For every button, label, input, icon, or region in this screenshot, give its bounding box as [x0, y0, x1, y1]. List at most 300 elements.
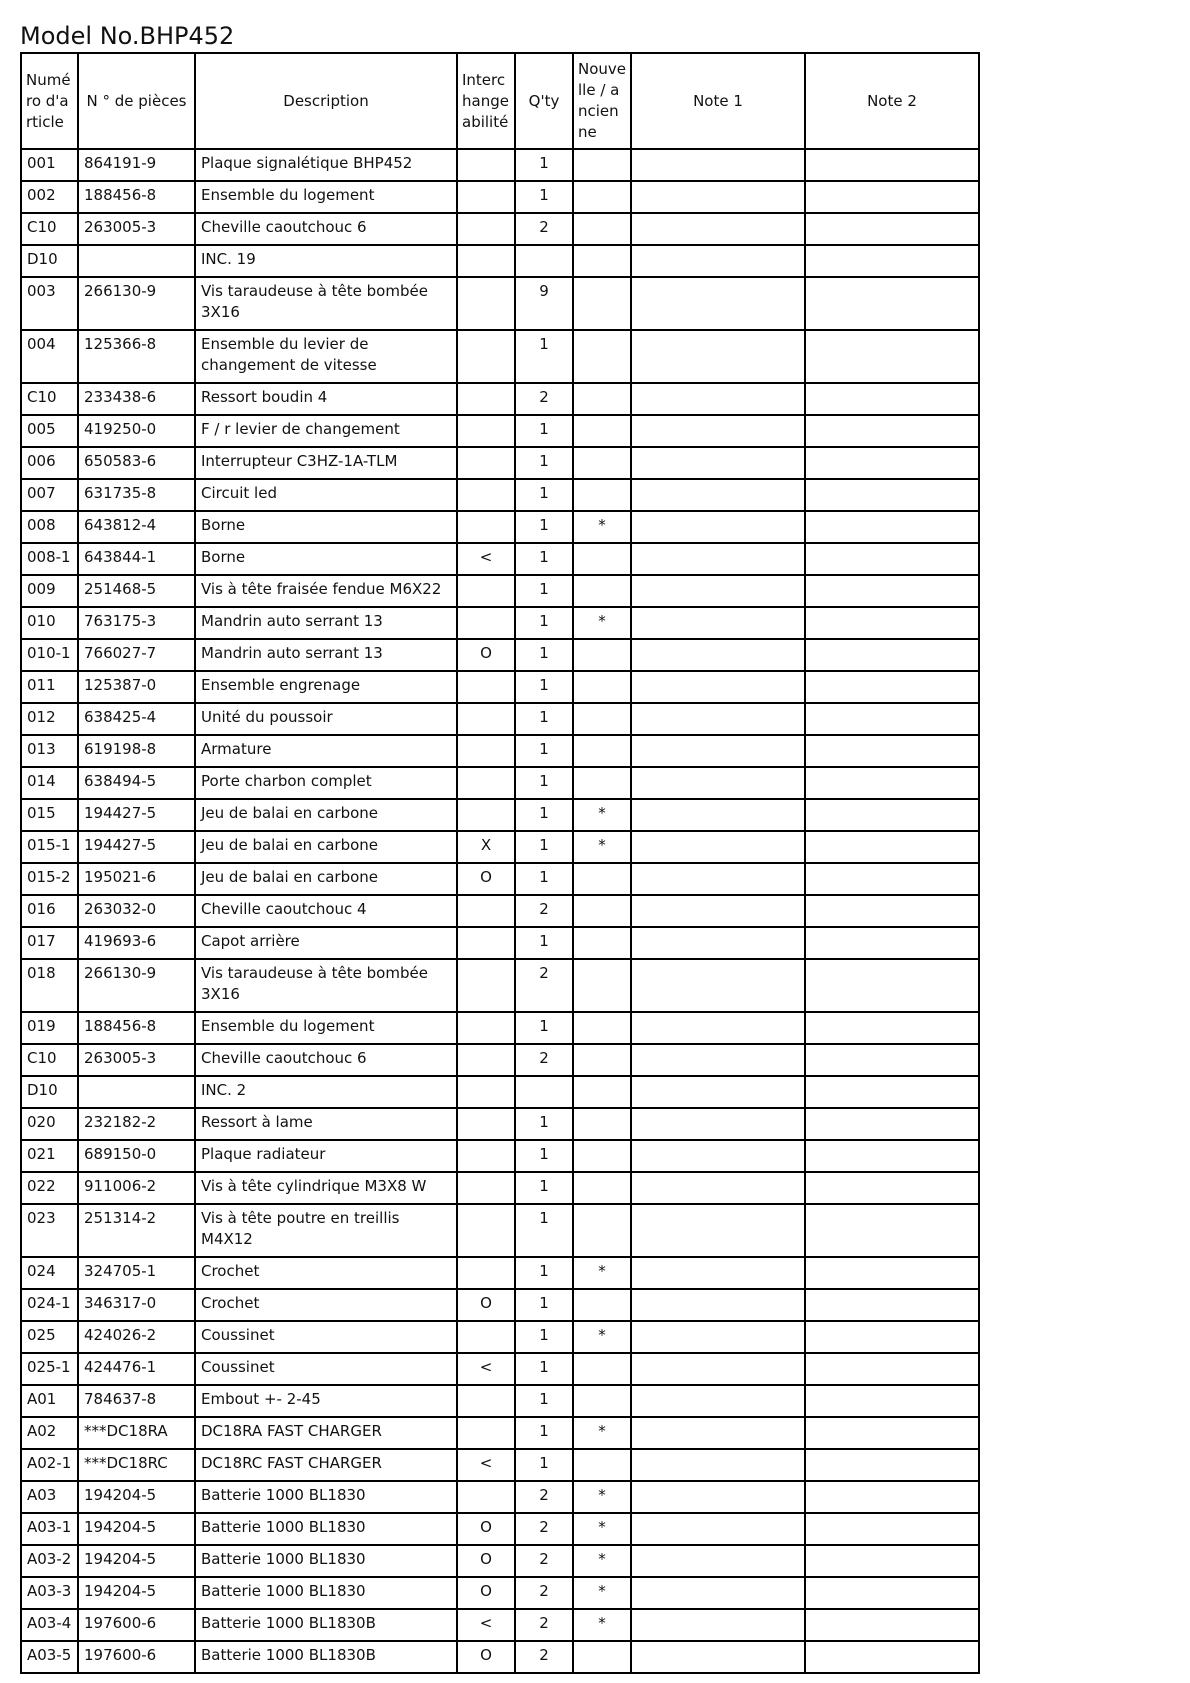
table-row — [21, 959, 979, 1012]
cell-part-number: 689150-0 — [78, 1140, 195, 1172]
cell-new-old: * — [573, 1321, 631, 1353]
cell-description: Cheville caoutchouc 6 — [195, 213, 457, 245]
cell-quantity: 2 — [515, 1609, 573, 1641]
cell-item-number: 015 — [21, 799, 78, 831]
cell-new-old — [573, 735, 631, 767]
cell-item-number: 017 — [21, 927, 78, 959]
cell-interchangeability — [457, 671, 515, 703]
cell-interchangeability — [457, 1257, 515, 1289]
cell-note-1 — [631, 1044, 805, 1076]
cell-description: Ensemble du logement — [195, 1012, 457, 1044]
cell-note-2 — [805, 607, 979, 639]
table-row — [21, 330, 979, 383]
cell-note-1 — [631, 959, 805, 1012]
cell-item-number: 024-1 — [21, 1289, 78, 1321]
cell-item-number: C10 — [21, 383, 78, 415]
cell-item-number: A03-4 — [21, 1609, 78, 1641]
cell-item-number: D10 — [21, 1076, 78, 1108]
table-row — [21, 639, 979, 671]
table-row — [21, 1385, 979, 1417]
cell-new-old — [573, 1012, 631, 1044]
cell-note-1 — [631, 575, 805, 607]
cell-new-old — [573, 1641, 631, 1673]
cell-quantity: 2 — [515, 895, 573, 927]
cell-interchangeability: O — [457, 1513, 515, 1545]
cell-item-number: 002 — [21, 181, 78, 213]
cell-item-number: 024 — [21, 1257, 78, 1289]
cell-note-2 — [805, 330, 979, 383]
cell-item-number: 019 — [21, 1012, 78, 1044]
cell-note-1 — [631, 330, 805, 383]
cell-note-1 — [631, 1172, 805, 1204]
cell-interchangeability — [457, 1140, 515, 1172]
cell-note-2 — [805, 863, 979, 895]
cell-quantity: 1 — [515, 767, 573, 799]
cell-note-2 — [805, 1449, 979, 1481]
parts-table — [20, 52, 980, 1674]
cell-description: Coussinet — [195, 1353, 457, 1385]
cell-quantity: 1 — [515, 1353, 573, 1385]
cell-interchangeability — [457, 703, 515, 735]
cell-note-1 — [631, 447, 805, 479]
cell-note-2 — [805, 213, 979, 245]
cell-note-1 — [631, 767, 805, 799]
cell-interchangeability — [457, 383, 515, 415]
cell-part-number: 346317-0 — [78, 1289, 195, 1321]
cell-part-number: 266130-9 — [78, 959, 195, 1012]
cell-part-number: 419250-0 — [78, 415, 195, 447]
cell-item-number: 022 — [21, 1172, 78, 1204]
cell-interchangeability — [457, 1385, 515, 1417]
cell-part-number: 643844-1 — [78, 543, 195, 575]
table-row — [21, 927, 979, 959]
page-title: Model No.BHP452 — [20, 22, 235, 50]
table-row — [21, 1449, 979, 1481]
cell-quantity: 1 — [515, 1257, 573, 1289]
cell-note-2 — [805, 543, 979, 575]
cell-description: Ressort boudin 4 — [195, 383, 457, 415]
header-numero-article: Numéro d'article — [21, 53, 78, 149]
cell-note-1 — [631, 1257, 805, 1289]
cell-note-2 — [805, 1172, 979, 1204]
table-row — [21, 245, 979, 277]
cell-part-number: 194204-5 — [78, 1545, 195, 1577]
cell-new-old — [573, 1353, 631, 1385]
cell-interchangeability — [457, 1172, 515, 1204]
cell-interchangeability — [457, 511, 515, 543]
cell-note-1 — [631, 1449, 805, 1481]
cell-part-number: 194427-5 — [78, 831, 195, 863]
cell-new-old — [573, 1385, 631, 1417]
cell-new-old — [573, 767, 631, 799]
table-row — [21, 767, 979, 799]
cell-new-old: * — [573, 1257, 631, 1289]
cell-description: Vis à tête cylindrique M3X8 W — [195, 1172, 457, 1204]
cell-quantity: 2 — [515, 1545, 573, 1577]
cell-new-old — [573, 927, 631, 959]
header-description: Description — [195, 53, 457, 149]
table-row — [21, 799, 979, 831]
cell-note-1 — [631, 1108, 805, 1140]
cell-quantity: 2 — [515, 1044, 573, 1076]
cell-note-1 — [631, 735, 805, 767]
header-nouvelle-ancienne: Nouvelle / ancienne — [573, 53, 631, 149]
cell-interchangeability — [457, 1321, 515, 1353]
cell-description: Vis à tête fraisée fendue M6X22 — [195, 575, 457, 607]
cell-description: Vis taraudeuse à tête bombée 3X16 — [195, 277, 457, 330]
cell-new-old — [573, 415, 631, 447]
cell-interchangeability — [457, 330, 515, 383]
cell-item-number: 025 — [21, 1321, 78, 1353]
cell-new-old: * — [573, 607, 631, 639]
table-row — [21, 1577, 979, 1609]
cell-item-number: 015-1 — [21, 831, 78, 863]
cell-quantity: 1 — [515, 415, 573, 447]
cell-item-number: 005 — [21, 415, 78, 447]
cell-interchangeability — [457, 415, 515, 447]
cell-part-number: 251468-5 — [78, 575, 195, 607]
cell-interchangeability — [457, 1204, 515, 1257]
cell-note-2 — [805, 149, 979, 181]
cell-item-number: 001 — [21, 149, 78, 181]
cell-note-2 — [805, 1257, 979, 1289]
table-row — [21, 543, 979, 575]
cell-description: Jeu de balai en carbone — [195, 831, 457, 863]
cell-part-number: 864191-9 — [78, 149, 195, 181]
cell-quantity: 1 — [515, 1012, 573, 1044]
cell-part-number: 125366-8 — [78, 330, 195, 383]
cell-note-2 — [805, 1321, 979, 1353]
cell-part-number: 638494-5 — [78, 767, 195, 799]
cell-note-1 — [631, 799, 805, 831]
cell-item-number: A03-3 — [21, 1577, 78, 1609]
table-row — [21, 1044, 979, 1076]
cell-quantity: 1 — [515, 1108, 573, 1140]
cell-note-2 — [805, 671, 979, 703]
cell-quantity: 2 — [515, 1513, 573, 1545]
cell-quantity: 1 — [515, 511, 573, 543]
cell-quantity: 1 — [515, 1449, 573, 1481]
cell-part-number: 251314-2 — [78, 1204, 195, 1257]
cell-interchangeability — [457, 213, 515, 245]
cell-new-old — [573, 149, 631, 181]
cell-quantity: 1 — [515, 181, 573, 213]
cell-note-1 — [631, 1012, 805, 1044]
cell-new-old — [573, 863, 631, 895]
cell-item-number: 018 — [21, 959, 78, 1012]
cell-note-1 — [631, 1289, 805, 1321]
cell-interchangeability — [457, 799, 515, 831]
cell-new-old — [573, 703, 631, 735]
cell-new-old — [573, 639, 631, 671]
cell-item-number: 007 — [21, 479, 78, 511]
cell-part-number: 650583-6 — [78, 447, 195, 479]
cell-new-old — [573, 1172, 631, 1204]
cell-note-2 — [805, 895, 979, 927]
cell-note-2 — [805, 383, 979, 415]
cell-description: Mandrin auto serrant 13 — [195, 607, 457, 639]
cell-part-number: 266130-9 — [78, 277, 195, 330]
cell-description: Interrupteur C3HZ-1A-TLM — [195, 447, 457, 479]
cell-note-2 — [805, 1204, 979, 1257]
cell-part-number: 419693-6 — [78, 927, 195, 959]
cell-part-number: ***DC18RA — [78, 1417, 195, 1449]
cell-description: Batterie 1000 BL1830 — [195, 1545, 457, 1577]
cell-note-1 — [631, 1545, 805, 1577]
cell-part-number: 263032-0 — [78, 895, 195, 927]
cell-item-number: 023 — [21, 1204, 78, 1257]
cell-note-1 — [631, 383, 805, 415]
cell-note-2 — [805, 1641, 979, 1673]
cell-item-number: 012 — [21, 703, 78, 735]
cell-description: Borne — [195, 511, 457, 543]
cell-item-number: A02 — [21, 1417, 78, 1449]
cell-item-number: 013 — [21, 735, 78, 767]
cell-description: F / r levier de changement — [195, 415, 457, 447]
cell-part-number: ***DC18RC — [78, 1449, 195, 1481]
cell-note-1 — [631, 1076, 805, 1108]
parts-table-body — [21, 149, 979, 1673]
cell-interchangeability — [457, 1044, 515, 1076]
cell-interchangeability: < — [457, 543, 515, 575]
cell-quantity: 2 — [515, 1481, 573, 1513]
cell-quantity: 2 — [515, 213, 573, 245]
cell-new-old — [573, 1289, 631, 1321]
cell-quantity: 1 — [515, 927, 573, 959]
cell-note-1 — [631, 213, 805, 245]
cell-new-old: * — [573, 1481, 631, 1513]
cell-part-number: 125387-0 — [78, 671, 195, 703]
cell-note-1 — [631, 149, 805, 181]
cell-item-number: 025-1 — [21, 1353, 78, 1385]
cell-quantity: 1 — [515, 831, 573, 863]
cell-new-old — [573, 330, 631, 383]
cell-quantity: 1 — [515, 543, 573, 575]
table-row — [21, 671, 979, 703]
cell-item-number: 021 — [21, 1140, 78, 1172]
cell-interchangeability — [457, 1012, 515, 1044]
cell-note-1 — [631, 245, 805, 277]
table-row — [21, 149, 979, 181]
table-row — [21, 1289, 979, 1321]
table-row — [21, 277, 979, 330]
cell-note-2 — [805, 735, 979, 767]
cell-interchangeability — [457, 895, 515, 927]
cell-new-old — [573, 447, 631, 479]
cell-description: Cheville caoutchouc 6 — [195, 1044, 457, 1076]
cell-note-1 — [631, 543, 805, 575]
cell-new-old — [573, 1076, 631, 1108]
cell-quantity: 1 — [515, 1417, 573, 1449]
cell-note-2 — [805, 1385, 979, 1417]
cell-part-number: 194204-5 — [78, 1481, 195, 1513]
table-row — [21, 1140, 979, 1172]
table-row — [21, 383, 979, 415]
cell-new-old: * — [573, 1417, 631, 1449]
table-row — [21, 479, 979, 511]
cell-item-number: D10 — [21, 245, 78, 277]
table-row — [21, 1417, 979, 1449]
cell-part-number: 631735-8 — [78, 479, 195, 511]
cell-note-1 — [631, 895, 805, 927]
cell-part-number: 194204-5 — [78, 1513, 195, 1545]
cell-part-number: 188456-8 — [78, 181, 195, 213]
cell-interchangeability — [457, 735, 515, 767]
cell-item-number: 020 — [21, 1108, 78, 1140]
table-header-row — [21, 53, 979, 149]
cell-description: Plaque signalétique BHP452 — [195, 149, 457, 181]
cell-description: INC. 2 — [195, 1076, 457, 1108]
cell-part-number: 188456-8 — [78, 1012, 195, 1044]
cell-interchangeability: O — [457, 639, 515, 671]
cell-note-2 — [805, 927, 979, 959]
cell-interchangeability — [457, 1417, 515, 1449]
cell-new-old — [573, 277, 631, 330]
cell-description: DC18RA FAST CHARGER — [195, 1417, 457, 1449]
cell-note-2 — [805, 511, 979, 543]
table-row — [21, 1353, 979, 1385]
cell-description: Batterie 1000 BL1830 — [195, 1513, 457, 1545]
cell-description: Ressort à lame — [195, 1108, 457, 1140]
cell-quantity: 1 — [515, 479, 573, 511]
cell-interchangeability — [457, 575, 515, 607]
cell-description: Plaque radiateur — [195, 1140, 457, 1172]
cell-note-2 — [805, 277, 979, 330]
cell-new-old — [573, 383, 631, 415]
cell-note-1 — [631, 1641, 805, 1673]
cell-note-1 — [631, 607, 805, 639]
cell-item-number: 009 — [21, 575, 78, 607]
cell-item-number: 010-1 — [21, 639, 78, 671]
cell-new-old — [573, 1204, 631, 1257]
table-row — [21, 1545, 979, 1577]
cell-description: Ensemble du logement — [195, 181, 457, 213]
cell-note-2 — [805, 1417, 979, 1449]
cell-new-old: * — [573, 1545, 631, 1577]
cell-description: Jeu de balai en carbone — [195, 863, 457, 895]
cell-item-number: A03-5 — [21, 1641, 78, 1673]
cell-description: DC18RC FAST CHARGER — [195, 1449, 457, 1481]
cell-quantity: 1 — [515, 671, 573, 703]
cell-note-2 — [805, 1076, 979, 1108]
cell-new-old: * — [573, 831, 631, 863]
cell-note-2 — [805, 447, 979, 479]
cell-description: Mandrin auto serrant 13 — [195, 639, 457, 671]
cell-note-1 — [631, 277, 805, 330]
cell-new-old — [573, 1140, 631, 1172]
cell-quantity: 1 — [515, 1289, 573, 1321]
cell-quantity: 9 — [515, 277, 573, 330]
cell-part-number: 194427-5 — [78, 799, 195, 831]
cell-description: Circuit led — [195, 479, 457, 511]
cell-quantity: 2 — [515, 383, 573, 415]
cell-note-2 — [805, 181, 979, 213]
table-row — [21, 607, 979, 639]
cell-interchangeability: < — [457, 1449, 515, 1481]
cell-quantity: 2 — [515, 1577, 573, 1609]
cell-quantity: 2 — [515, 1641, 573, 1673]
cell-item-number: A01 — [21, 1385, 78, 1417]
cell-description: Batterie 1000 BL1830B — [195, 1609, 457, 1641]
cell-new-old — [573, 245, 631, 277]
cell-new-old: * — [573, 1609, 631, 1641]
cell-description: Vis taraudeuse à tête bombée 3X16 — [195, 959, 457, 1012]
cell-item-number: C10 — [21, 213, 78, 245]
cell-note-2 — [805, 575, 979, 607]
cell-note-1 — [631, 1385, 805, 1417]
cell-new-old — [573, 1449, 631, 1481]
cell-interchangeability — [457, 927, 515, 959]
cell-item-number: 006 — [21, 447, 78, 479]
cell-note-2 — [805, 415, 979, 447]
cell-item-number: 011 — [21, 671, 78, 703]
cell-part-number: 784637-8 — [78, 1385, 195, 1417]
cell-item-number: A03-2 — [21, 1545, 78, 1577]
cell-new-old: * — [573, 1577, 631, 1609]
cell-item-number: 015-2 — [21, 863, 78, 895]
cell-note-2 — [805, 1513, 979, 1545]
cell-quantity: 1 — [515, 330, 573, 383]
cell-interchangeability — [457, 959, 515, 1012]
table-row — [21, 575, 979, 607]
cell-note-2 — [805, 1353, 979, 1385]
cell-quantity: 1 — [515, 575, 573, 607]
cell-note-2 — [805, 1609, 979, 1641]
cell-note-1 — [631, 703, 805, 735]
cell-item-number: 010 — [21, 607, 78, 639]
table-row — [21, 1641, 979, 1673]
cell-description: Embout +- 2-45 — [195, 1385, 457, 1417]
cell-quantity: 1 — [515, 149, 573, 181]
cell-note-1 — [631, 479, 805, 511]
cell-note-1 — [631, 1204, 805, 1257]
cell-new-old — [573, 213, 631, 245]
cell-note-2 — [805, 1481, 979, 1513]
table-row — [21, 447, 979, 479]
cell-note-1 — [631, 831, 805, 863]
cell-part-number: 619198-8 — [78, 735, 195, 767]
cell-description: Borne — [195, 543, 457, 575]
cell-note-2 — [805, 1545, 979, 1577]
cell-part-number: 263005-3 — [78, 213, 195, 245]
cell-quantity: 1 — [515, 735, 573, 767]
cell-note-1 — [631, 1417, 805, 1449]
header-quantity: Q'ty — [515, 53, 573, 149]
table-row — [21, 1108, 979, 1140]
table-row — [21, 831, 979, 863]
table-row — [21, 1321, 979, 1353]
cell-quantity: 1 — [515, 1204, 573, 1257]
table-row — [21, 511, 979, 543]
cell-interchangeability — [457, 1076, 515, 1108]
cell-item-number: A03 — [21, 1481, 78, 1513]
cell-note-2 — [805, 1140, 979, 1172]
cell-description: Ensemble du levier de changement de vitesse — [195, 330, 457, 383]
cell-interchangeability — [457, 181, 515, 213]
cell-note-1 — [631, 1140, 805, 1172]
cell-new-old — [573, 479, 631, 511]
cell-note-1 — [631, 415, 805, 447]
cell-description: Coussinet — [195, 1321, 457, 1353]
cell-quantity: 1 — [515, 1172, 573, 1204]
cell-interchangeability: X — [457, 831, 515, 863]
cell-note-2 — [805, 1108, 979, 1140]
cell-interchangeability: O — [457, 1545, 515, 1577]
header-interchangeabilite: Interchangeabilité — [457, 53, 515, 149]
cell-note-1 — [631, 1481, 805, 1513]
cell-new-old: * — [573, 511, 631, 543]
cell-note-1 — [631, 1513, 805, 1545]
